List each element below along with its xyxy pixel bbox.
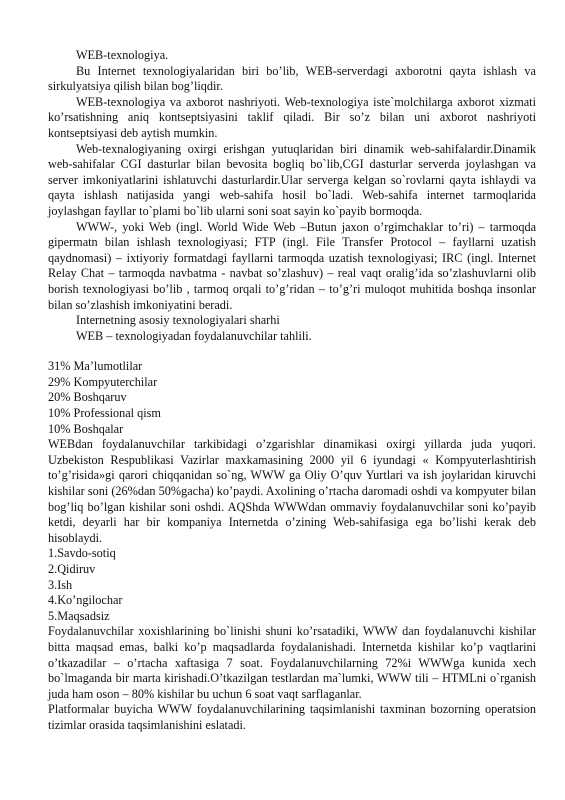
list-item: 5.Maqsadsiz <box>48 608 110 623</box>
paragraph: Internetning asosiy texnologiyalari sharhi <box>76 313 280 328</box>
list-item: 2.Qidiruv <box>48 562 96 576</box>
paragraph-heading-web-technology: WEB-texnologiya. <box>76 48 169 62</box>
paragraph: WEBdan foydalanuvchilar tarkibidagi o’zgarishlar dinamikasi oxirgi yillarda juda yuqori. Uzbekiston Respublikasi Vazirlar maxkamasining 2000 yil 6 iyundagi « Kompyuterlashtirish to’g’risida»gi qarori chiqqanidan so`ng, WWW ga Oliy O’quv Yurtlari va ish joylaridan kiruvchi kishilar soni (26%dan 50%gacha) ko’paydi. Axolining o’rtacha daromadi oshdi va kompyuter bilan bog’liq bo’lgan kishilar soni oshdi. AQShda WWWdan ommaviy foydalanuvchilar soni ko’payib ketdi, deyarli har bir kompaniya Internetda o’zining Web-sahifasiga ega bo’lishi kerak deb hisoblaydi. <box>48 437 536 545</box>
list-item: 10% Boshqalar <box>48 421 124 436</box>
paragraph: WWW-, yoki Web (ingl. World Wide Web –Butun jaxon o’rgimchaklar to’ri) – tarmoqda gipermatn bilan ishlash texnologiyasi; FTP (ingl. File Transfer Protocol – fayllarni uzatish qaydnomasi) – ixtiyoriy formatdagi fayllarni tarmoqda uzatish texnologiyasi; IRC (ingl. Internet Relay Chat – tarmoqda navbatma - navbat so’zlashuv) – real vaqt oralig’ida so’zlashuvlarni olib borish texnologiyasi bo’lib , tarmoq orqali to’g’ridan – to’g’ri muloqot muhitida boshqa insonlar bilan so’zlashish imkoniyatini beradi. <box>48 219 536 312</box>
list-item: 10% Professional qism <box>48 406 161 421</box>
paragraph: Bu Internet texnologiyalaridan biri bo’lib, WEB-serverdagi axborotni qayta ishlash va sirkulyatsiya qilish bilan bog’liqdir. <box>48 63 536 94</box>
paragraph: Platformalar buyicha WWW foydalanuvchilarining taqsimlanishi taxminan bozorning operatsion tizimlar orasida taqsimlanishini eslatadi. <box>48 702 536 732</box>
blank-line <box>48 344 536 359</box>
list-item: 4.Ko’ngilochar <box>48 593 123 608</box>
list-item: 29% Kompyuterchilar <box>48 374 158 389</box>
document-page <box>48 48 536 734</box>
watermark <box>0 152 4 194</box>
paragraph: Foydalanuvchilar xoxishlarining bo`linishi shuni ko’rsatadiki, WWW dan foydalanuvchi kishilar bitta maqsad emas, balki ko’p maqsadlarda foydalanishadi. Internetda kishilar ko’p vaqtlarini o’tkazadilar – o’rtacha xaftasiga 7 soat. Foydalanuvchilarning 72%i WWWga kunida xech bo`lmaganda bir marta kirishadi.O’tkazilgan testlardan ma`lumki, WWW tili – HTMLni o`rganish juda ham oson – 80% kishilar bu uchun 6 soat vaqt sarflaganlar. <box>48 624 536 701</box>
list-item: 20% Boshqaruv <box>48 390 127 405</box>
list-item: 31% Ma’lumotlilar <box>48 359 143 374</box>
list-item: 3.Ish <box>48 577 73 592</box>
paragraph: WEB-texnologiya va axborot nashriyoti. Web-texnologiya iste`molchilarga axborot xizmati ko’rsatishning aniq kontseptsiyasini taklif qiladi. Bir so’z bilan uni axborot nashriyoti kontseptsiyasi deb aytish mumkin. <box>48 94 536 140</box>
paragraph: Web-texnalogiyaning oxirgi erishgan yutuqlaridan biri dinamik web-sahifalardir.Dinamik web-sahifalar CGI dasturlar bilan bevosita bogliq bo`lib,CGI dasturlar serverda joylashgan va server imkoniyatlarini ishlatuvchi dasturlardir.Ular serverga kelgan so`rovlarni qayta ishlaydi va qayta ishlash natijasida yangi web-sahifa hosil bo`ladi. Web-sahifa internet tarmoqlarida joylashgan fayllar to`plami bo`lib ularni soni soat sayin ko`payib bormoqda. <box>48 141 536 218</box>
list-item: 1.Savdo-sotiq <box>48 546 116 561</box>
paragraph: WEB – texnologiyadan foydalanuvchilar tahlili. <box>76 328 312 343</box>
